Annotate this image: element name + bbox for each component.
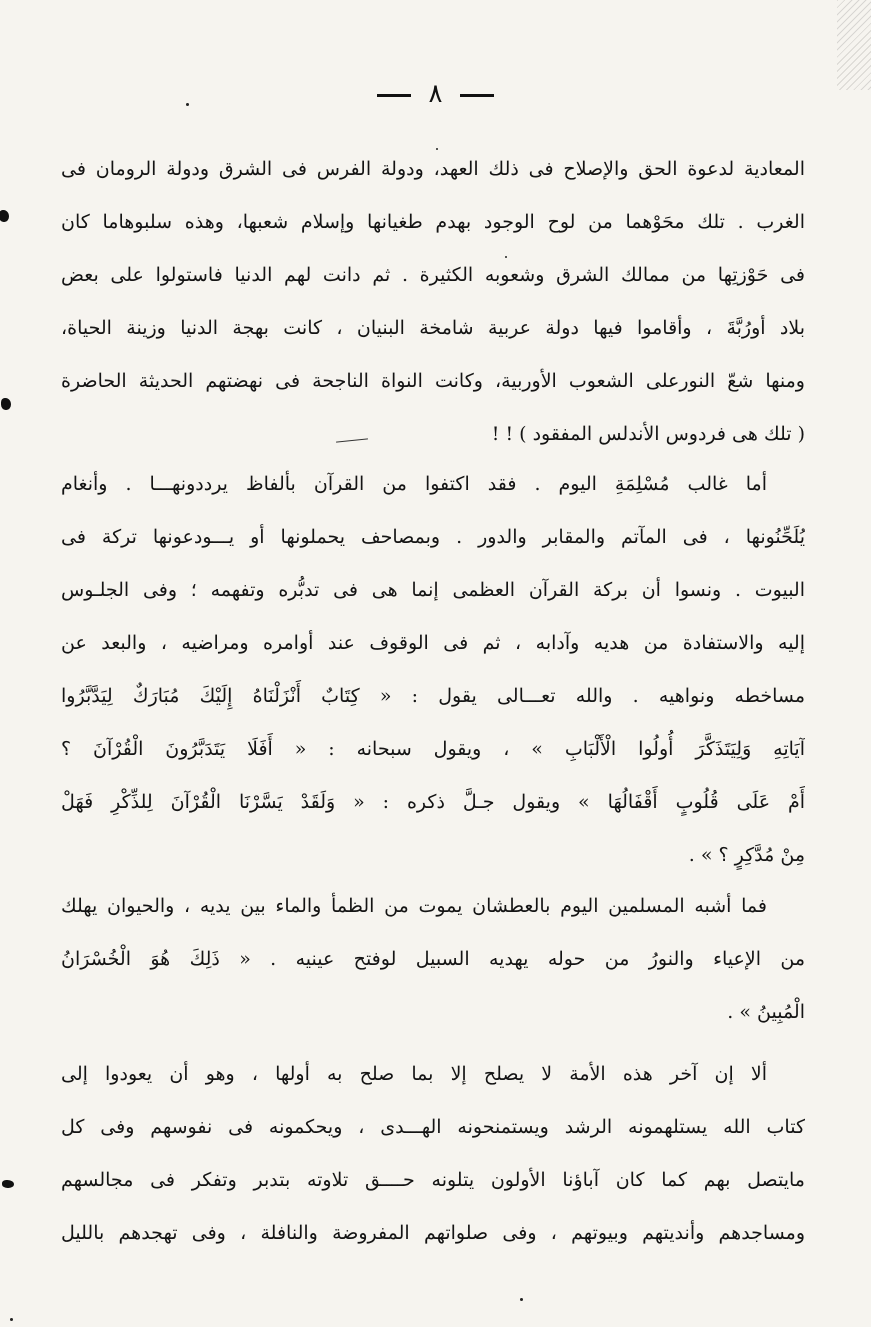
paragraph-1 xyxy=(61,143,805,461)
text-line: مِنْ مُدَّكِرٍ ؟ » . xyxy=(688,844,805,866)
text-line: البيوت . ونسوا أن بركة القرآن العظمى إنما هى فى تدبُّره وتفهمه ؛ وفى الجلـوس xyxy=(61,579,805,601)
text-line: إليه والاستفادة من هديه وآدابه ، ثم فى الوقوف عند أوامره ومراضيه ، والبعد عن xyxy=(61,632,805,654)
page-number-dash-left xyxy=(377,94,411,97)
paragraph-3 xyxy=(61,880,805,1039)
ink-speck xyxy=(520,1298,523,1301)
text-line: المعادية لدعوة الحق والإصلاح فى ذلك العهد، ودولة الفرس فى الشرق ودولة الرومان فى xyxy=(61,158,805,180)
text-line: من الإعياء والنورُ من حوله يهديه السبيل لوفتح عينيه . « ذَلِكَ هُوَ الْخُسْرَانُ xyxy=(61,948,805,970)
text-line: فما أشبه المسلمين اليوم بالعطشان يموت من الظمأ والماء بين يديه ، والحيوان يهلك xyxy=(61,895,767,917)
page-number xyxy=(0,80,871,108)
page-number-dash-right xyxy=(460,94,494,97)
text-line: الْمُبِينُ » . xyxy=(727,1001,805,1023)
text-line: ألا إن آخر هذه الأمة لا يصلح إلا بما صلح به أولها ، وهو أن يعودوا إلى xyxy=(61,1063,767,1085)
text-line: مايتصل بهم كما كان آباؤنا الأولون يتلونه حــــق تلاوته بتدبر وتفكر فى مجالسهم xyxy=(61,1169,805,1191)
text-line: يُلَحِّنُونها ، فى المآتم والمقابر والدور . وبمصاحف يحملونها أو يـــودعونها تركة فى xyxy=(61,526,805,548)
margin-ink-mark xyxy=(1,398,11,410)
text-line: ( تلك هى فردوس الأندلس المفقود ) ! ! xyxy=(491,423,805,445)
paragraph-2 xyxy=(61,458,805,882)
text-line: ومساجدهم وأنديتهم وبيوتهم ، وفى صلواتهم المفروضة والنافلة ، وفى تهجدهم بالليل xyxy=(61,1222,805,1244)
text-line: أَمْ عَلَى قُلُوبٍ أَقْفَالُهَا » ويقول جـلَّ ذكره : « وَلَقَدْ يَسَّرْنَا الْقُرْآنَ لِلذِّكْرِ فَهَلْ xyxy=(61,791,805,813)
text-line: أما غالب مُسْلِمَةِ اليوم . فقد اكتفوا من القرآن بألفاظ يرددونهـــا . وأنغام xyxy=(61,473,767,495)
text-line: مساخطه ونواهيه . والله تعـــالى يقول : « كِتَابٌ أَنْزَلْنَاهُ إِلَيْكَ مُبَارَكٌ لِيَدَّبَّرُوا xyxy=(61,685,805,707)
margin-ink-mark xyxy=(2,1180,14,1188)
text-line: كتاب الله يستلهمونه الرشد ويستمنحونه الهـــدى ، ويحكمونه فى نفوسهم وفى كل xyxy=(61,1116,805,1138)
page-edge-texture xyxy=(837,0,871,90)
text-line: فى حَوْزتِها من ممالك الشرق وشعوبه الكثيرة . ثم دانت لهم الدنيا فاستولوا على بعض xyxy=(61,264,805,286)
page-number-value: ٨ xyxy=(428,79,443,109)
paragraph-4 xyxy=(61,1048,805,1260)
text-line: ومنها شعّ النورعلى الشعوب الأوربية، وكانت النواة الناجحة فى نهضتهم الحديثة الحاضرة xyxy=(61,370,805,392)
text-line: الغرب . تلك محَوْهما من لوح الوجود بهدم طغيانها وإسلام شعبها، وهذه سلبوهاما كان xyxy=(61,211,805,233)
text-line: بلاد أورُبَّةَ ، وأقاموا فيها دولة عربية شامخة البنيان ، كانت بهجة الدنيا وزينة الحياة، xyxy=(61,317,805,339)
margin-ink-mark xyxy=(0,210,9,222)
ink-speck xyxy=(10,1318,13,1321)
text-line: آيَاتِهِ وَلِيَتَذَكَّرَ أُولُوا الْأَلْبَابِ » ، ويقول سبحانه : « أَفَلَا يَتَدَبَّرُونَ الْقُرْآنَ ؟ xyxy=(61,738,805,760)
